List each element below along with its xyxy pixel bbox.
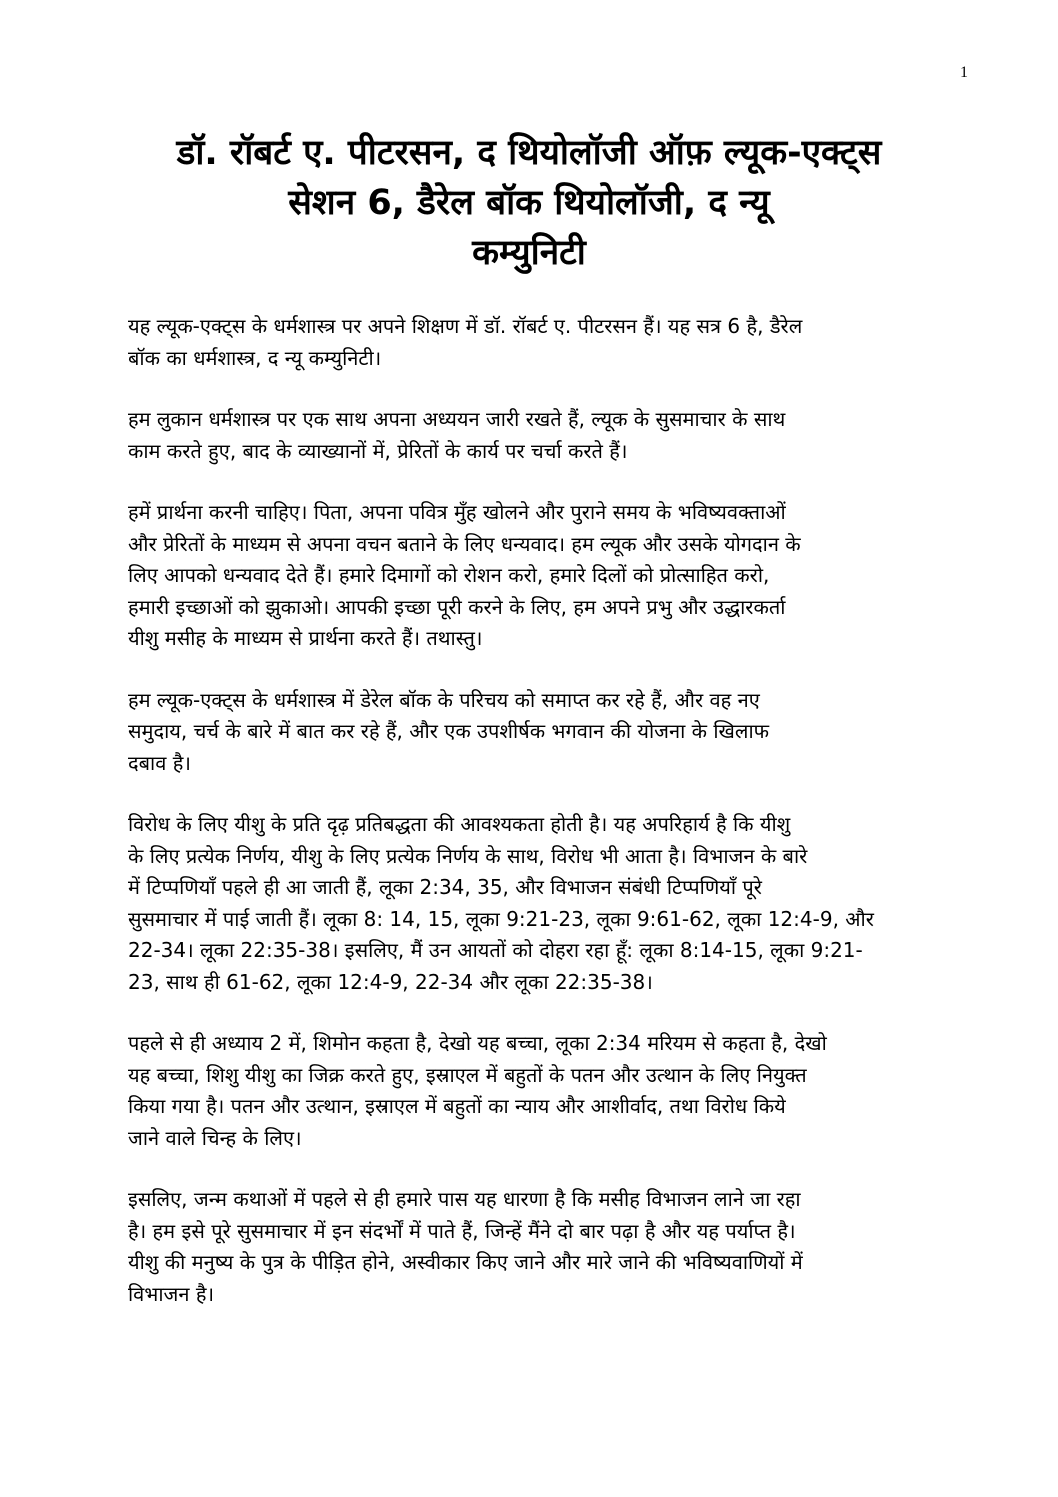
text-line: दबाव है। [128,750,191,775]
text-line: हम लुकान धर्मशास्त्र पर एक साथ अपना अध्ययन जारी रखते हैं, ल्यूक के सुसमाचार के साथ [128,407,786,431]
text-line: यह बच्चा, शिशु यीशु का जिक्र करते हुए, इस्राएल में बहुतों के पतन और उत्थान के लिए नियुक्त [128,1062,807,1087]
text-line: 22-34। लूका 22:35-38। इसलिए, मैं उन आयतों को दोहरा रहा हूँ: लूका 8:14-15, लूका 9:21- [128,938,863,962]
paragraph-prayer [128,497,943,655]
text-line: इसलिए, जन्म कथाओं में पहले से ही हमारे पास यह धारणा है कि मसीह विभाजन लाने जा रहा [128,1187,801,1211]
text-line: विभाजन है। [128,1281,215,1306]
title-line: डॉ. रॉबर्ट ए. पीटरसन, द थियोलॉजी ऑफ़ ल्यूक-एक्ट्स [176,133,882,173]
text-line: के लिए प्रत्येक निर्णय, यीशु के लिए प्रत्येक निर्णय के साथ, विरोध भी आता है। विभाजन के बारे [128,843,808,868]
text-line: और प्रेरितों के माध्यम से अपना वचन बताने के लिए धन्यवाद। हम ल्यूक और उसके योगदान के [128,531,801,556]
paragraph-simeon [128,1028,943,1154]
text-line: हम ल्यूक-एक्ट्स के धर्मशास्त्र में डेरेल बॉक के परिचय को समाप्त कर रहे हैं, और वह नए [128,687,760,712]
text-line: में टिप्पणियाँ पहले ही आ जाती हैं, लूका 2:34, 35, और विभाजन संबंधी टिप्पणियाँ पूरे [128,875,762,899]
text-line: किया गया है। पतन और उत्थान, इस्राएल में बहुतों का न्याय और आशीर्वाद, तथा विरोध किये [128,1094,786,1118]
text-line: सुसमाचार में पाई जाती हैं। लूका 8: 14, 15, लूका 9:21-23, लूका 9:61-62, लूका 12:4-9, और [128,906,874,931]
text-line: काम करते हुए, बाद के व्याख्यानों में, प्रेरितों के कार्य पर चर्चा करते हैं। [128,438,628,463]
paragraph-study [128,404,943,467]
text-line: जाने वाले चिन्ह के लिए। [128,1125,302,1150]
text-line: पहले से ही अध्याय 2 में, शिमोन कहता है, देखो यह बच्चा, लूका 2:34 मरियम से कहता है, देखो [128,1031,827,1055]
text-line: विरोध के लिए यीशु के प्रति दृढ़ प्रतिबद्धता की आवश्यकता होती है। यह अपरिहार्य है कि यीशु [128,812,791,836]
text-line: लिए आपको धन्यवाद देते हैं। हमारे दिमागों को रोशन करो, हमारे दिलों को प्रोत्साहित करो, [128,563,770,587]
text-line: 23, साथ ही 61-62, लूका 12:4-9, 22-34 और लूका 22:35-38। [128,969,653,994]
text-line: समुदाय, चर्च के बारे में बात कर रहे हैं, और एक उपशीर्षक भगवान की योजना के खिलाफ [128,719,770,743]
paragraph-intro [128,311,943,374]
text-line: हमारी इच्छाओं को झुकाओ। आपकी इच्छा पूरी करने के लिए, हम अपने प्रभु और उद्धारकर्ता [128,594,786,619]
title-line: कम्युनिटी [472,233,586,273]
text-line: हमें प्रार्थना करनी चाहिए। पिता, अपना पवित्र मुँह खोलने और पुराने समय के भविष्यवक्ताओं [128,500,786,524]
text-line: बॉक का धर्मशास्त्र, द न्यू कम्युनिटी। [128,345,382,370]
page-title [110,128,948,278]
page-number: 1 [960,64,968,81]
paragraph-opposition [128,809,943,998]
text-line: यीशु मसीह के माध्यम से प्रार्थना करते हैं। तथास्तु। [128,626,483,650]
text-line: यह ल्यूक-एक्ट्स के धर्मशास्त्र पर अपने शिक्षण में डॉ. रॉबर्ट ए. पीटरसन हैं। यह सत्र 6 है, डैरेल [128,314,803,338]
paragraph-division [128,1184,943,1310]
text-line: है। हम इसे पूरे सुसमाचार में इन संदर्भों में पाते हैं, जिन्हें मैंने दो बार पढ़ा है और यह पर्याप्त है। [128,1218,796,1243]
paragraph-community [128,685,943,780]
title-line: सेशन 6, डैरेल बॉक थियोलॉजी, द न्यू [288,183,770,223]
text-line: यीशु की मनुष्य के पुत्र के पीड़ित होने, अस्वीकार किए जाने और मारे जाने की भविष्यवाणियों में [128,1250,803,1274]
document-body [128,311,943,1340]
